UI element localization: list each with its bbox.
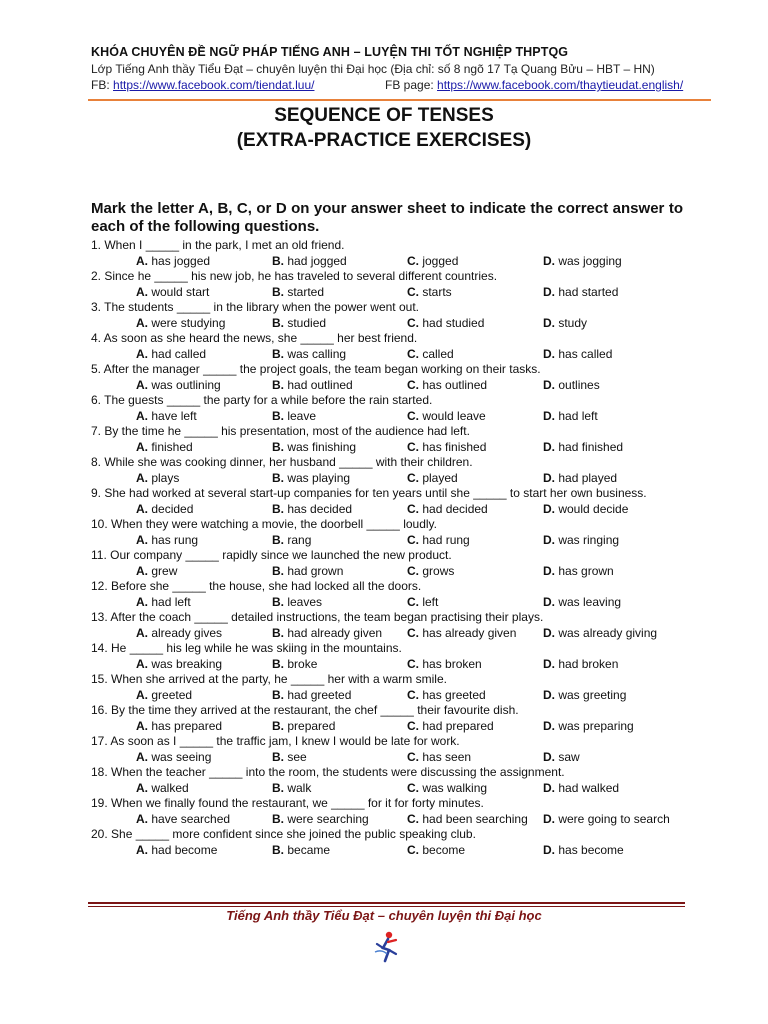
option-letter: A.: [136, 657, 148, 671]
option-letter: C.: [407, 378, 419, 392]
option-c[interactable]: [407, 533, 470, 548]
option-text: has called: [558, 347, 613, 361]
option-a[interactable]: [136, 688, 192, 703]
option-letter: B.: [272, 471, 284, 485]
option-letter: C.: [407, 812, 419, 826]
page-subtitle: (EXTRA-PRACTICE EXERCISES): [236, 130, 532, 151]
option-d[interactable]: [543, 626, 657, 641]
option-text: have searched: [151, 812, 231, 826]
option-a[interactable]: [136, 533, 198, 548]
option-letter: D.: [543, 719, 555, 733]
option-b[interactable]: [272, 285, 324, 300]
option-text: had studied: [422, 316, 485, 330]
question-item: [91, 455, 691, 486]
option-letter: C.: [407, 440, 419, 454]
footer-divider-thin: [88, 906, 685, 907]
option-letter: C.: [407, 781, 419, 795]
option-b[interactable]: [272, 502, 352, 517]
option-letter: C.: [407, 533, 419, 547]
option-letter: D.: [543, 688, 555, 702]
option-letter: D.: [543, 347, 555, 361]
option-letter: A.: [136, 626, 148, 640]
option-d[interactable]: [543, 254, 622, 269]
option-text: had been searching: [422, 812, 528, 826]
option-a[interactable]: [136, 843, 217, 858]
option-letter: A.: [136, 254, 148, 268]
option-letter: C.: [407, 657, 419, 671]
option-text: started: [287, 285, 325, 299]
option-b[interactable]: [272, 750, 307, 765]
option-text: had greeted: [287, 688, 352, 702]
option-letter: D.: [543, 409, 555, 423]
question-item: [91, 610, 691, 641]
option-letter: C.: [407, 409, 419, 423]
option-letter: B.: [272, 719, 284, 733]
option-text: have left: [151, 409, 197, 423]
option-letter: C.: [407, 750, 419, 764]
header-divider: [88, 99, 711, 101]
option-text: starts: [422, 285, 452, 299]
question-stem: 3. The students _____ in the library when the power went out.: [91, 300, 419, 314]
option-b[interactable]: [272, 409, 316, 424]
option-letter: D.: [543, 657, 555, 671]
option-text: has prepared: [151, 719, 223, 733]
option-text: had prepared: [422, 719, 494, 733]
option-b[interactable]: [272, 564, 343, 579]
option-text: would decide: [558, 502, 629, 516]
question-item: [91, 796, 691, 827]
option-text: had left: [558, 409, 598, 423]
option-a[interactable]: [136, 316, 225, 331]
option-text: already gives: [151, 626, 223, 640]
option-letter: A.: [136, 564, 148, 578]
option-a[interactable]: [136, 719, 222, 734]
option-a[interactable]: [136, 378, 221, 393]
option-c[interactable]: [407, 719, 494, 734]
option-c[interactable]: [407, 440, 486, 455]
option-letter: A.: [136, 812, 148, 826]
question-item: [91, 517, 691, 548]
option-c[interactable]: [407, 409, 486, 424]
option-text: grows: [422, 564, 455, 578]
class-info-line: Lớp Tiếng Anh thầy Tiểu Đạt – chuyên luyện thi Đại học (Địa chỉ: số 8 ngõ 17 Tạ Quang Bửu – HBT – HN): [91, 62, 655, 76]
option-d[interactable]: [543, 440, 623, 455]
option-letter: D.: [543, 471, 555, 485]
question-stem: 14. He _____ his leg while he was skiing in the mountains.: [91, 641, 402, 655]
option-letter: C.: [407, 502, 419, 516]
option-letter: D.: [543, 285, 555, 299]
option-c[interactable]: [407, 564, 454, 579]
option-c[interactable]: [407, 781, 487, 796]
option-text: was finishing: [287, 440, 357, 454]
option-b[interactable]: [272, 471, 350, 486]
option-letter: B.: [272, 750, 284, 764]
question-item: [91, 579, 691, 610]
option-a[interactable]: [136, 781, 189, 796]
question-stem: 6. The guests _____ the party for a while before the rain started.: [91, 393, 433, 407]
option-a[interactable]: [136, 595, 191, 610]
option-d[interactable]: [543, 750, 580, 765]
question-stem: 10. When they were watching a movie, the doorbell _____ loudly.: [91, 517, 437, 531]
option-b[interactable]: [272, 254, 347, 269]
question-stem: 2. Since he _____ his new job, he has traveled to several different countries.: [91, 269, 498, 283]
option-a[interactable]: [136, 502, 193, 517]
option-text: studied: [287, 316, 327, 330]
option-text: leave: [287, 409, 317, 423]
option-d[interactable]: [543, 781, 619, 796]
option-letter: A.: [136, 471, 148, 485]
option-text: decided: [151, 502, 194, 516]
option-letter: B.: [272, 843, 284, 857]
option-c[interactable]: [407, 595, 438, 610]
option-text: was leaving: [558, 595, 622, 609]
option-text: had jogged: [287, 254, 347, 268]
option-letter: A.: [136, 378, 148, 392]
option-letter: C.: [407, 843, 419, 857]
option-text: had played: [558, 471, 618, 485]
option-d[interactable]: [543, 843, 624, 858]
option-a[interactable]: [136, 347, 206, 362]
facebook-links-line: [91, 77, 691, 93]
question-item: [91, 734, 691, 765]
fb-page-group: [385, 77, 683, 93]
option-text: plays: [151, 471, 180, 485]
option-b[interactable]: [272, 843, 330, 858]
option-text: was greeting: [558, 688, 627, 702]
option-letter: B.: [272, 533, 284, 547]
option-b[interactable]: [272, 533, 311, 548]
option-letter: B.: [272, 378, 284, 392]
fb-page-link[interactable]: https://www.facebook.com/thaytieudat.english/: [437, 78, 684, 92]
option-d[interactable]: [543, 812, 670, 827]
option-c[interactable]: [407, 688, 486, 703]
option-text: left: [422, 595, 439, 609]
option-text: has become: [558, 843, 624, 857]
option-letter: D.: [543, 843, 555, 857]
option-letter: D.: [543, 781, 555, 795]
question-stem: 12. Before she _____ the house, she had locked all the doors.: [91, 579, 422, 593]
question-item: [91, 486, 691, 517]
question-stem: 13. After the coach _____ detailed instructions, the team began practising their plays.: [91, 610, 544, 624]
option-a[interactable]: [136, 626, 222, 641]
option-text: has decided: [287, 502, 353, 516]
option-letter: B.: [272, 409, 284, 423]
option-text: has greeted: [422, 688, 486, 702]
option-c[interactable]: [407, 347, 454, 362]
option-b[interactable]: [272, 719, 335, 734]
option-b[interactable]: [272, 626, 382, 641]
question-item: [91, 269, 691, 300]
option-d[interactable]: [543, 564, 614, 579]
instructions: Mark the letter A, B, C, or D on your answer sheet to indicate the correct answer to each of the following questions.: [91, 200, 683, 235]
option-letter: D.: [543, 440, 555, 454]
option-letter: B.: [272, 502, 284, 516]
question-stem: 8. While she was cooking dinner, her husband _____ with their children.: [91, 455, 473, 469]
option-letter: B.: [272, 626, 284, 640]
option-text: jogged: [422, 254, 459, 268]
option-d[interactable]: [543, 316, 587, 331]
option-c[interactable]: [407, 316, 484, 331]
option-d[interactable]: [543, 595, 621, 610]
page-header: [91, 44, 691, 93]
option-d[interactable]: [543, 502, 628, 517]
runner-logo-icon: [372, 930, 402, 964]
option-text: has jogged: [151, 254, 211, 268]
option-letter: B.: [272, 564, 284, 578]
option-b[interactable]: [272, 347, 346, 362]
option-letter: C.: [407, 688, 419, 702]
option-a[interactable]: [136, 440, 193, 455]
question-stem: 7. By the time he _____ his presentation, most of the audience had left.: [91, 424, 470, 438]
option-c[interactable]: [407, 812, 528, 827]
option-letter: C.: [407, 719, 419, 733]
option-text: had rung: [422, 533, 470, 547]
option-text: saw: [558, 750, 580, 764]
option-text: was seeing: [151, 750, 212, 764]
option-b[interactable]: [272, 378, 353, 393]
question-stem: 16. By the time they arrived at the restaurant, the chef _____ their favourite dish.: [91, 703, 519, 717]
option-letter: A.: [136, 285, 148, 299]
option-text: were studying: [151, 316, 226, 330]
option-text: was ringing: [558, 533, 620, 547]
option-letter: C.: [407, 347, 419, 361]
option-letter: A.: [136, 843, 148, 857]
option-text: was walking: [422, 781, 488, 795]
option-letter: D.: [543, 254, 555, 268]
option-letter: A.: [136, 595, 148, 609]
question-stem: 5. After the manager _____ the project goals, the team began working on their tasks.: [91, 362, 541, 376]
question-item: [91, 827, 691, 858]
option-b[interactable]: [272, 657, 317, 672]
question-item: [91, 331, 691, 362]
option-d[interactable]: [543, 378, 600, 393]
option-letter: A.: [136, 316, 148, 330]
option-d[interactable]: [543, 285, 618, 300]
option-letter: C.: [407, 254, 419, 268]
option-text: grew: [151, 564, 178, 578]
option-text: study: [558, 316, 588, 330]
option-text: had grown: [287, 564, 344, 578]
option-text: prepared: [287, 719, 336, 733]
option-letter: B.: [272, 781, 284, 795]
option-text: was calling: [287, 347, 347, 361]
question-item: [91, 703, 691, 734]
option-letter: B.: [272, 254, 284, 268]
option-text: was outlining: [151, 378, 221, 392]
question-item: [91, 393, 691, 424]
option-b[interactable]: [272, 595, 322, 610]
option-text: had started: [558, 285, 619, 299]
option-letter: D.: [543, 564, 555, 578]
option-letter: C.: [407, 316, 419, 330]
option-text: were searching: [287, 812, 369, 826]
question-item: [91, 238, 691, 269]
question-stem: 11. Our company _____ rapidly since we launched the new product.: [91, 548, 452, 562]
question-stem: 18. When the teacher _____ into the room, the students were discussing the assignment.: [91, 765, 565, 779]
option-text: has seen: [422, 750, 472, 764]
option-text: become: [422, 843, 466, 857]
option-d[interactable]: [543, 657, 618, 672]
option-d[interactable]: [543, 533, 619, 548]
option-c[interactable]: [407, 843, 465, 858]
course-title: KHÓA CHUYÊN ĐỀ NGỮ PHÁP TIẾNG ANH – LUYỆN THI TỐT NGHIỆP THPTQG: [91, 45, 569, 59]
option-letter: D.: [543, 812, 555, 826]
option-text: had finished: [558, 440, 624, 454]
option-text: has grown: [558, 564, 614, 578]
question-stem: 1. When I _____ in the park, I met an old friend.: [91, 238, 345, 252]
option-text: broke: [287, 657, 318, 671]
option-b[interactable]: [272, 781, 311, 796]
option-text: had outlined: [287, 378, 353, 392]
option-b[interactable]: [272, 812, 369, 827]
footer-text: Tiếng Anh thầy Tiểu Đạt – chuyên luyện thi Đại học: [226, 908, 542, 923]
option-letter: A.: [136, 750, 148, 764]
option-letter: B.: [272, 595, 284, 609]
option-letter: D.: [543, 533, 555, 547]
option-text: had walked: [558, 781, 620, 795]
option-text: would leave: [422, 409, 486, 423]
option-text: was breaking: [151, 657, 223, 671]
option-text: had already given: [287, 626, 383, 640]
question-stem: 20. She _____ more confident since she joined the public speaking club.: [91, 827, 476, 841]
option-letter: A.: [136, 688, 148, 702]
option-text: had become: [151, 843, 218, 857]
option-letter: B.: [272, 316, 284, 330]
option-d[interactable]: [543, 688, 626, 703]
option-text: has outlined: [422, 378, 488, 392]
option-text: called: [422, 347, 454, 361]
option-text: had decided: [422, 502, 488, 516]
option-text: leaves: [287, 595, 323, 609]
option-d[interactable]: [543, 471, 617, 486]
option-a[interactable]: [136, 254, 210, 269]
option-letter: C.: [407, 285, 419, 299]
option-letter: B.: [272, 657, 284, 671]
option-letter: A.: [136, 719, 148, 733]
fb-page-label: FB page:: [385, 78, 438, 92]
option-text: would start: [151, 285, 210, 299]
option-letter: D.: [543, 316, 555, 330]
option-a[interactable]: [136, 409, 197, 424]
option-text: see: [287, 750, 307, 764]
question-item: [91, 300, 691, 331]
option-letter: B.: [272, 347, 284, 361]
option-letter: A.: [136, 533, 148, 547]
question-stem: 4. As soon as she heard the news, she _____ her best friend.: [91, 331, 418, 345]
option-letter: C.: [407, 471, 419, 485]
option-a[interactable]: [136, 564, 177, 579]
option-text: became: [287, 843, 331, 857]
option-a[interactable]: [136, 285, 209, 300]
question-item: [91, 548, 691, 579]
question-item: [91, 765, 691, 796]
option-text: was playing: [287, 471, 351, 485]
question-stem: 9. She had worked at several start-up companies for ten years until she _____ to start her own business.: [91, 486, 647, 500]
question-item: [91, 424, 691, 455]
option-d[interactable]: [543, 719, 634, 734]
question-stem: 15. When she arrived at the party, he _____ her with a warm smile.: [91, 672, 447, 686]
option-letter: D.: [543, 626, 555, 640]
option-letter: A.: [136, 781, 148, 795]
option-a[interactable]: [136, 657, 222, 672]
option-text: was already giving: [558, 626, 658, 640]
option-a[interactable]: [136, 471, 179, 486]
option-letter: B.: [272, 812, 284, 826]
option-c[interactable]: [407, 502, 488, 517]
fb-link[interactable]: https://www.facebook.com/tiendat.luu/: [113, 78, 315, 92]
option-letter: B.: [272, 440, 284, 454]
option-text: finished: [151, 440, 193, 454]
option-text: has rung: [151, 533, 199, 547]
option-letter: A.: [136, 347, 148, 361]
option-text: had called: [151, 347, 207, 361]
option-letter: C.: [407, 626, 419, 640]
option-b[interactable]: [272, 440, 356, 455]
option-letter: C.: [407, 564, 419, 578]
option-text: walked: [151, 781, 189, 795]
option-text: were going to search: [558, 812, 670, 826]
option-c[interactable]: [407, 285, 452, 300]
option-letter: C.: [407, 595, 419, 609]
option-text: was jogging: [558, 254, 622, 268]
option-text: has broken: [422, 657, 482, 671]
option-text: rang: [287, 533, 312, 547]
question-stem: 19. When we finally found the restaurant, we _____ for it for forty minutes.: [91, 796, 484, 810]
option-text: outlines: [558, 378, 600, 392]
option-text: greeted: [151, 688, 193, 702]
option-text: walk: [287, 781, 312, 795]
option-letter: A.: [136, 409, 148, 423]
option-letter: A.: [136, 440, 148, 454]
option-letter: B.: [272, 688, 284, 702]
option-c[interactable]: [407, 626, 516, 641]
option-letter: D.: [543, 502, 555, 516]
question-item: [91, 641, 691, 672]
page-title: SEQUENCE OF TENSES: [274, 105, 494, 126]
option-letter: A.: [136, 502, 148, 516]
option-c[interactable]: [407, 657, 482, 672]
option-a[interactable]: [136, 750, 211, 765]
fb-label: FB:: [91, 78, 114, 92]
footer-divider-thick: [88, 902, 685, 904]
option-a[interactable]: [136, 812, 230, 827]
option-letter: D.: [543, 750, 555, 764]
option-c[interactable]: [407, 254, 458, 269]
question-list: [91, 238, 691, 858]
option-c[interactable]: [407, 378, 487, 393]
question-item: [91, 672, 691, 703]
option-text: has already given: [422, 626, 517, 640]
option-letter: B.: [272, 285, 284, 299]
option-c[interactable]: [407, 471, 458, 486]
question-stem: 17. As soon as I _____ the traffic jam, I knew I would be late for work.: [91, 734, 460, 748]
option-text: was preparing: [558, 719, 634, 733]
option-d[interactable]: [543, 409, 598, 424]
option-letter: D.: [543, 378, 555, 392]
option-text: had broken: [558, 657, 619, 671]
question-item: [91, 362, 691, 393]
option-d[interactable]: [543, 347, 612, 362]
option-text: has finished: [422, 440, 487, 454]
option-text: played: [422, 471, 458, 485]
option-b[interactable]: [272, 316, 326, 331]
option-letter: D.: [543, 595, 555, 609]
option-c[interactable]: [407, 750, 471, 765]
option-text: had left: [151, 595, 191, 609]
option-b[interactable]: [272, 688, 351, 703]
